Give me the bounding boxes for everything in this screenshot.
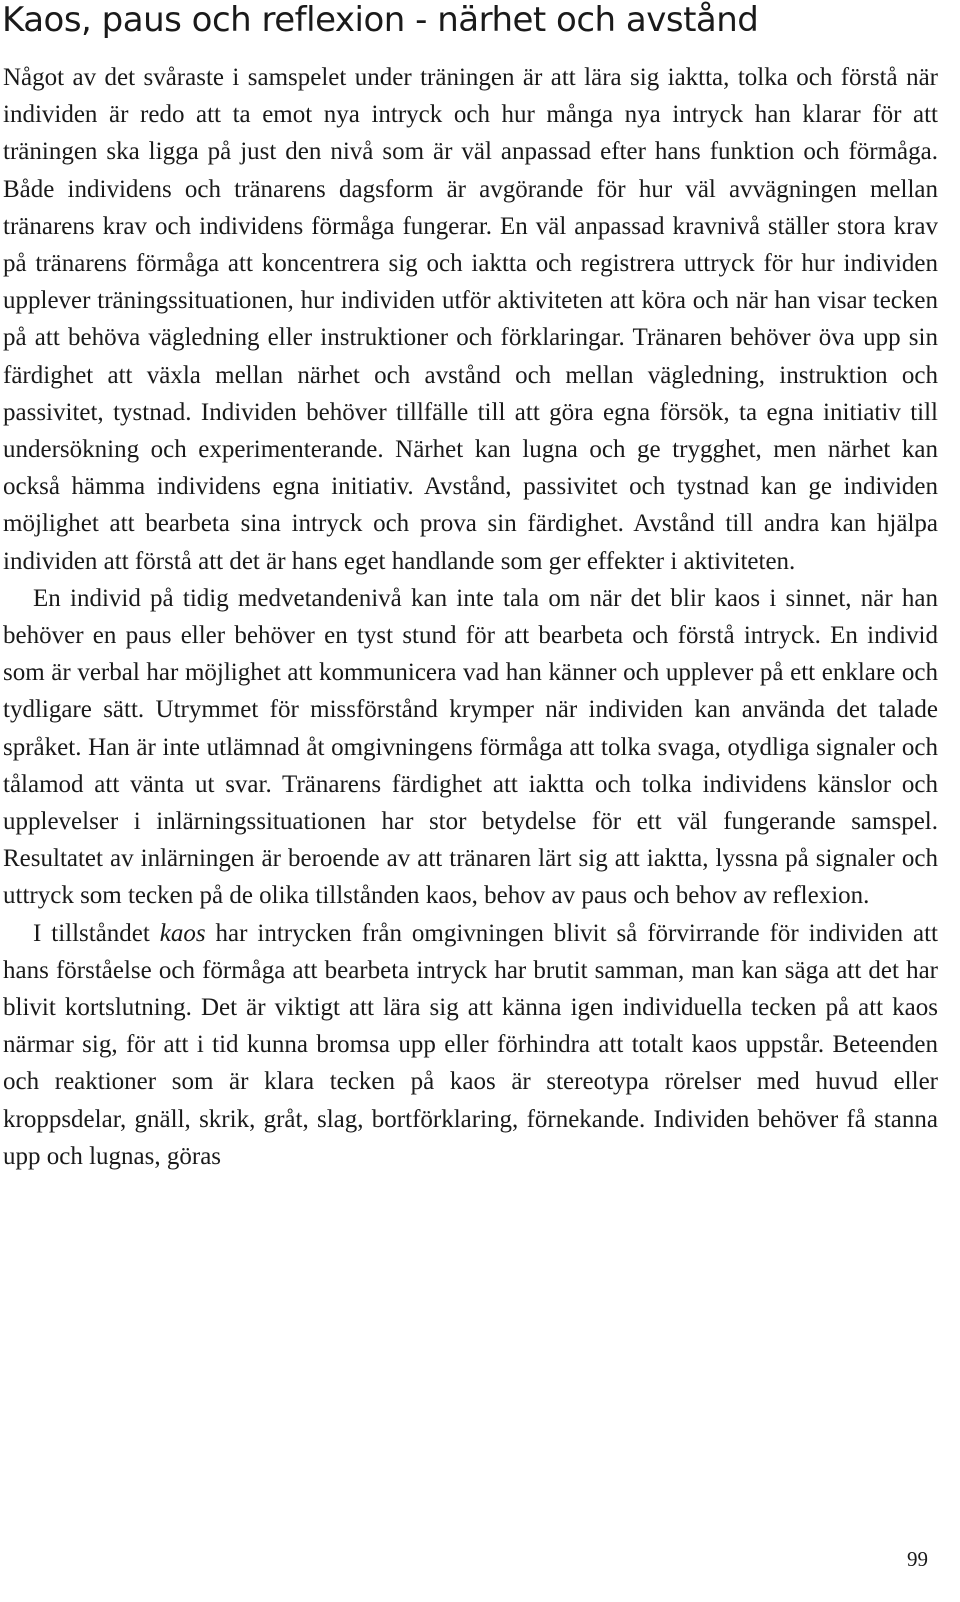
paragraph-2: En individ på tidig medvetandenivå kan inte tala om när det blir kaos i sinnet, när han behöver en paus eller behöver en tyst stund för att bearbeta och förstå intryck. En individ som är verbal har möjlighet att kommunicera vad han känner och upplever på ett enklare och tydligare sätt. Utrymmet för missförstånd krymper när individen kan använda det talade språket. Han är inte utlämnad åt omgivningens förmåga att tolka svaga, otydliga signaler och tålamod att vänta ut svar. Tränarens färdighet att iaktta och tolka individens känslor och upplevelser i inlärningssituationen har stor betydelse för ett väl fungerande samspel. Resultatet av inlärningen är beroende av att tränaren lärt sig att iaktta, lyssna på signaler och uttryck som tecken på de olika tillstånden kaos, behov av paus och behov av reflexion. bbox=[3, 584, 938, 910]
body-text bbox=[3, 59, 938, 1175]
section-heading: Kaos, paus och reflexion - närhet och avstånd bbox=[2, 0, 759, 40]
paragraph-3-rest: har intrycken från omgivningen blivit så förvirrande för individen att hans förståelse och förmåga att bearbeta intryck har brutit samman, man kan säga att det har blivit kortslutning. Det är viktigt att lära sig att känna igen individuella tecken på att kaos närmar sig, för att i tid kunna bromsa upp eller förhindra att totalt kaos uppstår. Beteenden och reaktioner som är klara tecken på kaos är stereotypa rörelser med huvud eller kroppsdelar, gnäll, skrik, gråt, slag, bortförklaring, förnekande. Individen behöver få stanna upp och lugnas, göras bbox=[3, 919, 938, 1170]
paragraph-3 bbox=[3, 915, 938, 1175]
emphasis-kaos: kaos bbox=[159, 919, 206, 947]
paragraph-1: Något av det svåraste i samspelet under träningen är att lära sig iaktta, tolka och förstå när individen är redo att ta emot nya intryck och hur många nya intryck han klarar för att träningen ska ligga på just den nivå som är väl anpassad efter hans funktion och förmåga. Både individens och tränarens dagsform är avgörande för hur väl avvägningen mellan tränarens krav och individens förmåga fungerar. En väl anpassad kravnivå ställer stora krav på tränarens förmåga att koncentrera sig och iaktta och registrera uttryck för hur individen upplever träningssituationen, hur individen utför aktiviteten att köra och när han visar tecken på att behöva vägledning eller instruktioner och förklaringar. Tränaren behöver öva upp sin färdighet att växla mellan närhet och avstånd och mellan vägledning, instruktion och passivitet, tystnad. Individen behöver tillfälle till att göra egna försök, ta egna initiativ till undersökning och experimenterande. Närhet kan lugna och ge trygghet, men närhet kan också hämma individens egna initiativ. Avstånd, passivitet och tystnad kan ge individen möjlighet att bearbeta sina intryck och prova sin färdighet. Avstånd till andra kan hjälpa individen att förstå att det är hans eget handlande som ger effekter i aktiviteten. bbox=[3, 64, 938, 575]
paragraph-3-start: I tillståndet bbox=[33, 919, 160, 947]
page-number: 99 bbox=[907, 1547, 928, 1571]
